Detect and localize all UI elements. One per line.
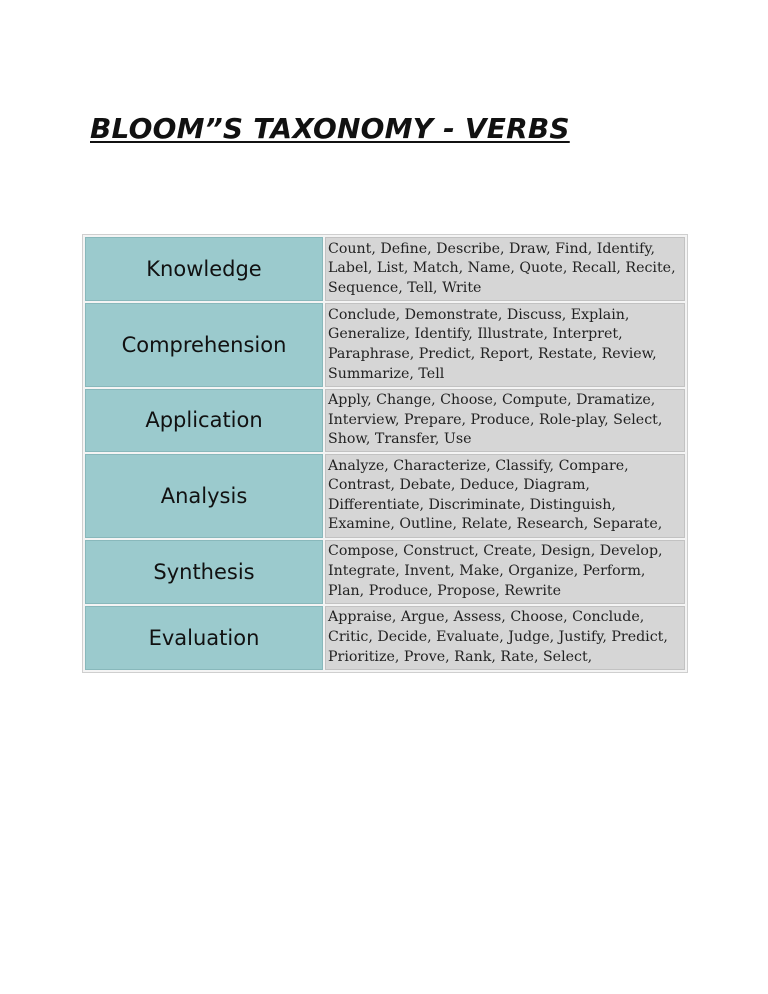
- verbs-cell-comprehension: Conclude, Demonstrate, Discuss, Explain, Generalize, Identify, Illustrate, Interpret, Paraphrase, Predict, Report, Restate, Review, Summarize, Tell: [325, 303, 685, 387]
- table-row: [85, 237, 685, 301]
- verbs-cell-application: Apply, Change, Choose, Compute, Dramatize, Interview, Prepare, Produce, Role-play, Select, Show, Transfer, Use: [325, 389, 685, 452]
- table-row: [85, 606, 685, 670]
- table-row: [85, 454, 685, 538]
- table-row: [85, 389, 685, 452]
- level-cell-application: Application: [85, 389, 323, 452]
- level-cell-synthesis: Synthesis: [85, 540, 323, 604]
- level-cell-evaluation: Evaluation: [85, 606, 323, 670]
- verbs-cell-analysis: Analyze, Characterize, Classify, Compare, Contrast, Debate, Deduce, Diagram, Differentiate, Discriminate, Distinguish, Examine, Outline, Relate, Research, Separate,: [325, 454, 685, 538]
- table-row: [85, 540, 685, 604]
- level-cell-analysis: Analysis: [85, 454, 323, 538]
- level-cell-knowledge: Knowledge: [85, 237, 323, 301]
- verbs-cell-knowledge: Count, Define, Describe, Draw, Find, Identify, Label, List, Match, Name, Quote, Recall, Recite, Sequence, Tell, Write: [325, 237, 685, 301]
- level-cell-comprehension: Comprehension: [85, 303, 323, 387]
- taxonomy-table: [82, 234, 688, 673]
- verbs-cell-evaluation: Appraise, Argue, Assess, Choose, Conclude, Critic, Decide, Evaluate, Judge, Justify, Predict, Prioritize, Prove, Rank, Rate, Select,: [325, 606, 685, 670]
- document-title: BLOOM”S TAXONOMY - VERBS: [90, 112, 570, 145]
- table-row: [85, 303, 685, 387]
- verbs-cell-synthesis: Compose, Construct, Create, Design, Develop, Integrate, Invent, Make, Organize, Perform, Plan, Produce, Propose, Rewrite: [325, 540, 685, 604]
